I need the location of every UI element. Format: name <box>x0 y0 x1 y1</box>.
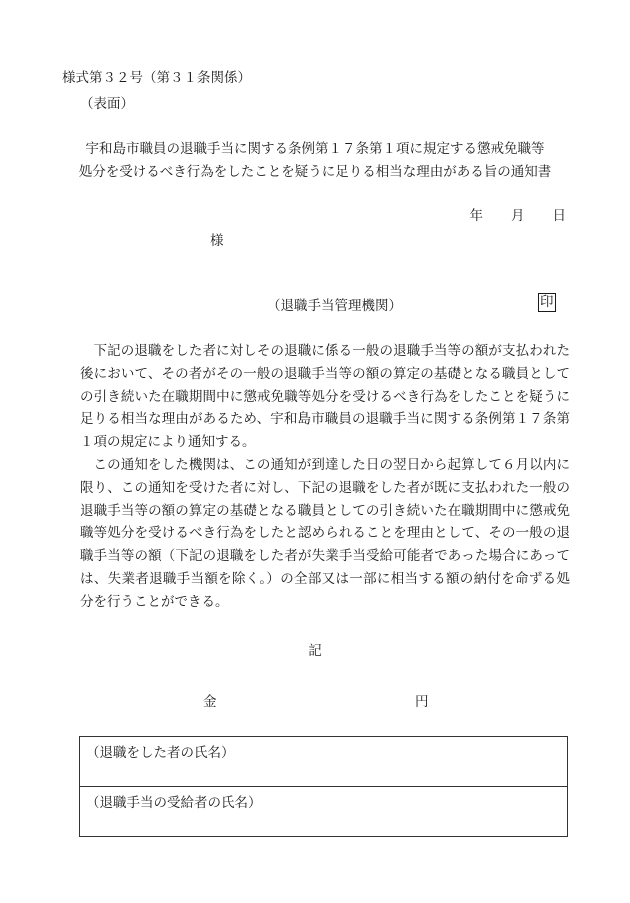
retiree-name-cell <box>80 737 567 786</box>
recipient-name-label: （退職手当の受給者の氏名） <box>86 795 262 811</box>
name-table <box>79 736 568 837</box>
date-day-label: 日 <box>552 208 566 224</box>
date-year-label: 年 <box>469 208 483 224</box>
form-number: 様式第３２号（第３１条関係） <box>62 70 251 86</box>
side-label: （表面） <box>80 96 134 112</box>
amount-prefix: 金 <box>203 694 217 710</box>
addressee-suffix: 様 <box>210 233 224 249</box>
body-paragraph-1: 下記の退職をした者に対しその退職に係る一般の退職手当等の額が支払われた後において、その者がその一般の退職手当等の額の算定の基礎となる職員としての引き続いた在職期間中に懲戒免職等処分を受けるべき行為をしたことを疑うに足りる相当な理由があるため、宇和島市職員の退職手当に関する条例第１７条第１項の規定により通知する。 <box>80 343 570 451</box>
date-month-label: 月 <box>511 208 525 224</box>
seal-mark: 印 <box>540 294 554 310</box>
record-heading: 記 <box>308 643 322 659</box>
issuer-label: （退職手当管理機関） <box>267 298 402 314</box>
amount-suffix: 円 <box>415 694 429 710</box>
body-paragraph-2: この通知をした機関は、この通知が到達した日の翌日から起算して６月以内に限り、この通知を受けた者に対し、下記の退職をした者が既に支払われた一般の退職手当等の額の算定の基礎となる職員としての引き続いた在職期間中に懲戒免職等処分を受けるべき行為をしたと認められることを理由として、その一般の退職手当等の額（下記の退職をした者が失業手当受給可能者であった場合にあっては、失業者退職手当額を除く。）の全部又は一部に相当する額の納付を命ずる処分を行うことができる。 <box>80 456 570 610</box>
recipient-name-cell <box>80 786 567 836</box>
body-text <box>80 340 570 614</box>
document-title-line-2: 処分を受けるべき行為をしたことを疑うに足りる相当な理由がある旨の通知書 <box>78 164 552 180</box>
document-title-line-1: 宇和島市職員の退職手当に関する条例第１７条第１項に規定する懲戒免職等 <box>85 141 545 157</box>
date-line <box>470 204 567 224</box>
retiree-name-label: （退職をした者の氏名） <box>86 745 235 761</box>
